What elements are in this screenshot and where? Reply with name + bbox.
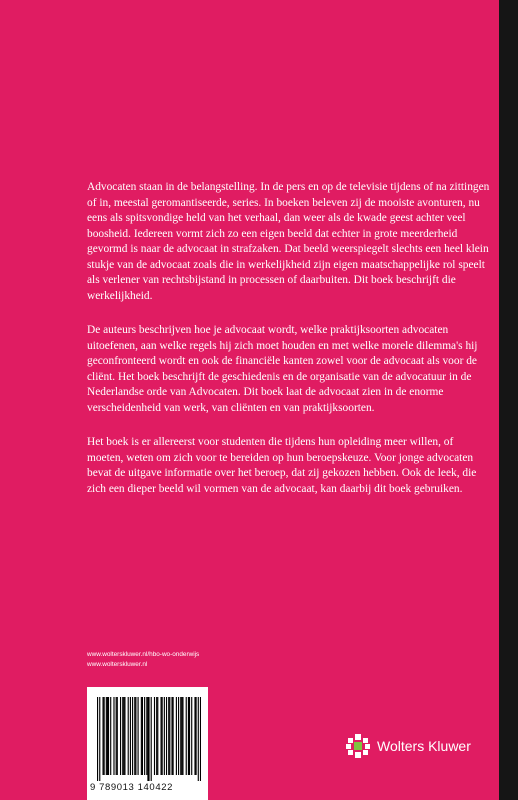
barcode-bar bbox=[189, 697, 190, 775]
barcode-bar bbox=[117, 697, 118, 775]
barcode-bar bbox=[141, 697, 142, 775]
barcode-bar bbox=[97, 697, 98, 781]
barcode-bar bbox=[107, 697, 108, 775]
barcode-bar bbox=[156, 697, 157, 775]
barcode-bar bbox=[142, 697, 143, 775]
barcode-bar bbox=[130, 697, 131, 775]
barcode-bar bbox=[154, 697, 155, 775]
barcode-bar bbox=[166, 697, 167, 775]
barcode-bar bbox=[173, 697, 174, 775]
barcode-bar bbox=[188, 697, 189, 775]
wolters-kluwer-logo-icon bbox=[345, 733, 371, 759]
barcode-bar bbox=[99, 697, 100, 781]
url-main: www.wolterskluwer.nl bbox=[87, 661, 148, 668]
book-spine bbox=[499, 0, 518, 800]
barcode-bar bbox=[200, 697, 201, 781]
barcode-bar bbox=[123, 697, 124, 775]
barcode-bar bbox=[106, 697, 107, 775]
barcode-bar bbox=[135, 697, 136, 775]
barcode-bar bbox=[162, 697, 163, 775]
barcode-bar bbox=[180, 697, 181, 775]
barcode-bar bbox=[198, 697, 199, 781]
publisher-brand bbox=[345, 731, 471, 761]
barcode-bar bbox=[148, 697, 149, 781]
barcode-bars bbox=[97, 697, 201, 781]
barcode-bar bbox=[132, 697, 133, 775]
url-hbo-wo: www.wolterskluwer.nl/hbo-wo-onderwijs bbox=[87, 651, 200, 658]
barcode-bar bbox=[104, 697, 105, 775]
barcode-bar bbox=[160, 697, 161, 775]
barcode-bar bbox=[182, 697, 183, 775]
isbn-number: 9 789013 140422 bbox=[90, 782, 173, 793]
barcode-bar bbox=[128, 697, 129, 775]
blurb-paragraph-3: Het boek is er allereerst voor studenten die tijdens hun opleiding meer willen, of moeten, weten om zich voor te bereiden op hun beroepskeuze. Voor jonge advocaten bevat de uitgave informatie over het beroep, dat zij gekozen hebben. Ook de leek, die zich een dieper beeld wil vormen van de advocaat, kan daarbij dit boek gebruiken. bbox=[87, 436, 477, 495]
barcode-bar bbox=[122, 697, 123, 775]
barcode-bar bbox=[146, 697, 147, 775]
barcode-bar bbox=[138, 697, 139, 775]
blurb-paragraph-1: Advocaten staan in de belangstelling. In de pers en op de televisie tijdens of na zittingen of in, meestal geromantiseerde, series. In boeken beleven zij de mooiste avonturen, nu eens als spitsvondige held van het verhaal, dan weer als de kwade geest achter veel boosheid. Iedereen vormt zich zo een eigen beeld dat echter in grote meerderheid gevormd is naar de advocaat in strafzaken. Dat beeld weerspiegelt slechts een heel klein stukje van de advocaat zoals die in werkelijkheid zijn eigen maatschappelijke rol speelt als verlener van rechtsbijstand in processen of daarbuiten. Dit boek beschrijft die werkelijkheid. bbox=[87, 181, 490, 302]
barcode-bar bbox=[171, 697, 172, 775]
barcode-bar bbox=[176, 697, 177, 775]
barcode-bar bbox=[151, 697, 152, 781]
barcode-bar bbox=[178, 697, 179, 775]
barcode-bar bbox=[164, 697, 165, 775]
publisher-name: Wolters Kluwer bbox=[377, 738, 471, 754]
barcode-bar bbox=[108, 697, 109, 775]
barcode-bar bbox=[196, 697, 197, 775]
blurb-paragraph-2: De auteurs beschrijven hoe je advocaat wordt, welke praktijksoorten advocaten uitoefenen, aan welke regels hij zich moet houden en met welke morele dilemma's hij geconfronteerd wordt en ook de financiële kanten zowel voor de advocaat als voor de cliënt. Het boek beschrijft de geschiedenis en de organisatie van de advocatuur in de Nederlandse orde van Advocaten. Dit boek laat de advocaat zien in de enorme verscheidenheid van werk, van cliënten en van praktijksoorten. bbox=[87, 324, 478, 414]
barcode-bar bbox=[169, 697, 170, 775]
barcode-bar bbox=[191, 697, 192, 775]
barcode-bar bbox=[116, 697, 117, 775]
barcode-bar bbox=[144, 697, 145, 775]
barcode-bar bbox=[194, 697, 195, 775]
barcode-bar bbox=[168, 697, 169, 775]
barcode-bar bbox=[186, 697, 187, 775]
barcode-bar bbox=[113, 697, 114, 775]
barcode-bar bbox=[120, 697, 121, 775]
back-cover-blurb bbox=[87, 180, 492, 516]
barcode-bar bbox=[124, 697, 125, 775]
barcode-bar bbox=[102, 697, 103, 775]
barcode-bar bbox=[157, 697, 158, 775]
isbn-barcode bbox=[87, 687, 208, 800]
publisher-urls bbox=[87, 650, 199, 670]
barcode-bar bbox=[147, 697, 148, 781]
barcode-bar bbox=[181, 697, 182, 775]
barcode-bar bbox=[110, 697, 111, 775]
barcode-bar bbox=[134, 697, 135, 775]
